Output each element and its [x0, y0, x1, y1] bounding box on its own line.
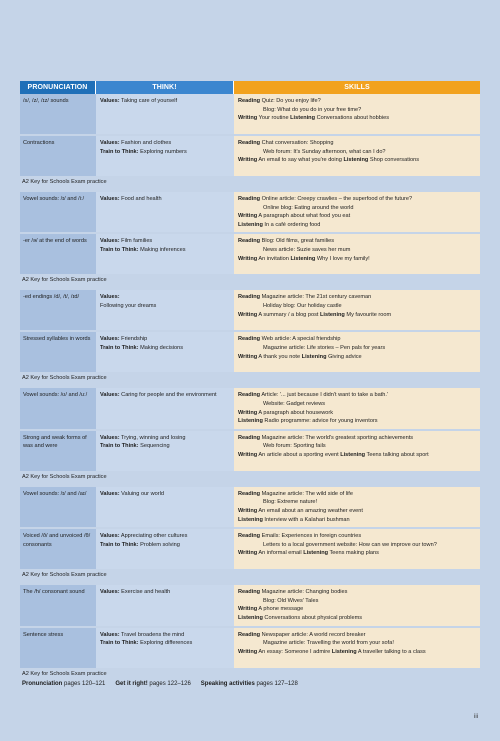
footer-item: [22, 681, 105, 687]
skills-cell: [234, 487, 480, 527]
entry-label: Writing: [238, 648, 258, 655]
skills-line: [238, 498, 476, 507]
skills-line: [238, 246, 476, 255]
entry-text: Why I love my family!: [315, 255, 370, 262]
entry-text: Taking care of yourself: [119, 98, 178, 104]
skills-line: [238, 311, 476, 320]
table-row: [20, 487, 480, 527]
entry-label: Reading: [238, 589, 261, 596]
entry-label: Reading: [238, 631, 261, 638]
think-line: [100, 97, 230, 106]
entry-text: Exercise and health: [119, 589, 171, 596]
entry-text: Emails: Experiences in foreign countries: [260, 533, 362, 540]
table-row: [20, 94, 480, 134]
entry-label: Listening: [238, 614, 263, 621]
skills-line: [238, 139, 476, 148]
entry-label: Listening: [340, 451, 366, 458]
entry-text: Holiday blog: Our holiday castle: [263, 302, 342, 309]
think-line: [100, 302, 230, 311]
entry-label: Listening: [290, 115, 316, 122]
skills-cell: [234, 585, 480, 625]
entry-text: Your routine: [257, 115, 291, 122]
exam-practice-label: A2 Key for Schools Exam practice: [22, 670, 107, 677]
skills-cell: [234, 431, 480, 471]
think-line: [100, 532, 230, 541]
pronunciation-cell: Contractions: [20, 136, 96, 176]
think-cell: [96, 290, 234, 330]
entry-text: A summary / a blog post: [257, 311, 320, 318]
entry-text: Friendship: [119, 336, 148, 343]
units-container: [20, 94, 480, 680]
header-skills: SKILLS: [234, 81, 480, 94]
entry-text: Quiz: Do you enjoy life?: [260, 98, 321, 104]
skills-cell: [234, 192, 480, 232]
skills-line: [238, 391, 476, 400]
skills-line: [238, 442, 476, 451]
exam-practice-label: A2 Key for Schools Exam practice: [22, 375, 107, 382]
pronunciation-cell: Vowel sounds: /ʊ/ and /uː/: [20, 388, 96, 428]
entry-label: Writing: [238, 507, 258, 514]
entry-label: Train to Think:: [100, 443, 139, 450]
skills-line: [238, 237, 476, 246]
table-row: [20, 626, 480, 668]
entry-text: An invitation: [257, 255, 291, 262]
entry-label: Reading: [238, 196, 261, 202]
entry-label: Reading: [238, 238, 261, 245]
entry-text: Food and health: [119, 196, 162, 202]
skills-line: [238, 532, 476, 541]
pronunciation-cell: The /h/ consonant sound: [20, 585, 96, 625]
skills-cell: [234, 94, 480, 134]
entry-text: Appreciating other cultures: [119, 533, 188, 540]
entry-label: Train to Think:: [100, 541, 139, 548]
entry-label: Get it right!: [115, 680, 148, 687]
entry-label: Train to Think:: [100, 640, 139, 647]
table-row: [20, 429, 480, 471]
entry-text: Magazine article: The wild side of life: [260, 490, 353, 497]
entry-label: Reading: [238, 392, 261, 399]
entry-text: Following your dreams: [100, 302, 157, 309]
entry-text: Exploring differences: [138, 640, 193, 647]
skills-line: [238, 114, 476, 123]
entry-text: A traveller talking to a class: [356, 648, 426, 655]
entry-label: Train to Think:: [100, 148, 139, 155]
entry-label: Train to Think:: [100, 344, 139, 351]
skills-line: [238, 516, 476, 525]
table-header: [20, 81, 480, 94]
think-line: [100, 541, 230, 550]
think-cell: [96, 431, 234, 471]
skills-cell: [234, 388, 480, 428]
entry-label: Listening: [238, 418, 263, 425]
entry-text: Blog: Old films, great families: [260, 238, 335, 245]
skills-line: [238, 605, 476, 614]
skills-line: [238, 490, 476, 499]
entry-text: A phone message: [257, 606, 304, 613]
skills-line: [238, 353, 476, 362]
exam-practice-label: A2 Key for Schools Exam practice: [22, 277, 107, 284]
entry-text: Sequencing: [138, 443, 170, 450]
entry-label: Writing: [238, 550, 258, 557]
pronunciation-cell: -ed endings /d/, /t/, /ɪd/: [20, 290, 96, 330]
skills-line: [238, 597, 476, 606]
entry-text: Article: '... just because I didn't want to take a bath.': [260, 392, 388, 399]
footer-item: [115, 681, 190, 687]
entry-text: A paragraph about what food you eat: [257, 213, 351, 220]
exam-practice-label: A2 Key for Schools Exam practice: [22, 473, 107, 480]
entry-label: Reading: [238, 294, 261, 301]
entry-text: Web article: A special friendship: [260, 336, 341, 343]
entry-label: Writing: [238, 311, 258, 318]
entry-text: Shop conversations: [368, 157, 420, 164]
think-line: [100, 639, 230, 648]
entry-text: Blog: Extreme nature!: [263, 499, 318, 506]
skills-cell: [234, 234, 480, 274]
entry-text: Film families: [119, 238, 153, 245]
table-row: [20, 290, 480, 330]
entry-label: Values:: [100, 196, 120, 202]
entry-text: pages 127–128: [254, 680, 298, 687]
entry-label: Writing: [238, 213, 258, 220]
think-cell: [96, 628, 234, 668]
skills-line: [238, 221, 476, 230]
think-cell: [96, 192, 234, 232]
entry-text: Problem solving: [138, 541, 180, 548]
skills-line: [238, 549, 476, 558]
exam-practice-label: A2 Key for Schools Exam practice: [22, 572, 107, 579]
skills-line: [238, 335, 476, 344]
entry-label: Values:: [100, 533, 120, 540]
entry-text: An essay: Someone I admire: [257, 648, 332, 655]
entry-text: An email about an amazing weather event: [257, 507, 363, 514]
skills-line: [238, 400, 476, 409]
entry-text: Giving advice: [326, 353, 362, 360]
think-cell: [96, 234, 234, 274]
entry-label: Listening: [319, 311, 345, 318]
entry-text: In a café ordering food: [262, 221, 321, 228]
entry-label: Values:: [100, 336, 120, 343]
entry-text: News article: Suzie saves her mum: [263, 246, 351, 253]
skills-line: [238, 648, 476, 657]
skills-line: [238, 106, 476, 115]
table-row: [20, 585, 480, 625]
skills-line: [238, 255, 476, 264]
skills-cell: [234, 290, 480, 330]
skills-cell: [234, 529, 480, 569]
skills-line: [238, 639, 476, 648]
entry-text: Magazine article: The 21st century caveman: [260, 294, 372, 301]
think-line: [100, 246, 230, 255]
entry-text: Website: Gadget reviews: [263, 400, 326, 407]
skills-cell: [234, 136, 480, 176]
think-line: [100, 195, 230, 204]
entry-label: Listening: [343, 157, 369, 164]
entry-label: Reading: [238, 434, 261, 441]
entry-text: Online blog: Eating around the world: [263, 204, 354, 211]
entry-text: Conversations about physical problems: [262, 614, 363, 621]
think-line: [100, 442, 230, 451]
think-line: [100, 344, 230, 353]
entry-label: Values:: [100, 589, 120, 596]
think-line: [100, 139, 230, 148]
entry-label: Listening: [301, 353, 327, 360]
think-line: [100, 335, 230, 344]
entry-label: Writing: [238, 353, 258, 360]
contents-table: [20, 81, 480, 687]
entry-text: Magazine article: Travelling the world from your sofa!: [263, 640, 394, 647]
entry-label: Values:: [100, 631, 120, 638]
skills-line: [238, 344, 476, 353]
entry-label: Writing: [238, 115, 258, 122]
entry-label: Values:: [100, 238, 120, 245]
entry-label: Writing: [238, 451, 258, 458]
skills-line: [238, 302, 476, 311]
table-row: [20, 330, 480, 372]
entry-text: Fashion and clothes: [119, 140, 172, 146]
skills-line: [238, 507, 476, 516]
entry-label: Listening: [238, 221, 263, 228]
unit-block: [20, 290, 480, 384]
pronunciation-cell: Vowel sounds: /ɪ/ and /iː/: [20, 192, 96, 232]
entry-label: Values:: [100, 392, 120, 399]
unit-block: [20, 585, 480, 679]
unit-block: [20, 388, 480, 482]
footer-item: [201, 681, 298, 687]
skills-line: [238, 434, 476, 443]
entry-text: Magazine article: Life stories – Pen pals for years: [263, 344, 386, 351]
think-cell: [96, 136, 234, 176]
pronunciation-cell: Stressed syllables in words: [20, 332, 96, 372]
footer-links: [20, 681, 480, 687]
entry-label: Writing: [238, 606, 258, 613]
entry-text: Valuing our world: [119, 490, 164, 497]
entry-label: Values:: [100, 490, 120, 497]
pronunciation-cell: Voiced /ð/ and unvoiced /θ/ consonants: [20, 529, 96, 569]
skills-line: [238, 293, 476, 302]
pronunciation-cell: /s/, /z/, /ɪz/ sounds: [20, 94, 96, 134]
entry-label: Listening: [290, 255, 316, 262]
entry-text: Blog: What do you do in your free time?: [263, 106, 362, 113]
entry-label: Listening: [238, 516, 263, 523]
entry-label: Writing: [238, 409, 258, 416]
table-row: [20, 388, 480, 428]
header-think: THINK!: [96, 81, 234, 94]
entry-text: Making decisions: [138, 344, 184, 351]
unit-block: [20, 94, 480, 188]
entry-label: Values:: [100, 434, 120, 441]
entry-text: Blog: Old Wives' Tales: [263, 597, 319, 604]
entry-text: Web forum: It's Sunday afternoon, what can I do?: [263, 148, 386, 155]
think-line: [100, 148, 230, 157]
entry-text: Making inferences: [138, 246, 186, 253]
think-line: [100, 434, 230, 443]
entry-text: Conversations about hobbies: [315, 115, 390, 122]
think-line: [100, 588, 230, 597]
table-row: [20, 527, 480, 569]
entry-text: Caring for people and the environment: [119, 392, 217, 399]
skills-line: [238, 212, 476, 221]
entry-text: Interview with a Kalahari bushman: [262, 516, 350, 523]
skills-line: [238, 195, 476, 204]
entry-label: Writing: [238, 157, 258, 164]
entry-text: An informal email: [257, 550, 304, 557]
entry-label: Reading: [238, 336, 261, 343]
skills-cell: [234, 628, 480, 668]
entry-text: Chat conversation: Shopping: [260, 140, 334, 146]
skills-line: [238, 451, 476, 460]
skills-line: [238, 417, 476, 426]
entry-text: Magazine article: The world's greatest sporting achievements: [260, 434, 414, 441]
entry-text: My favourite room: [344, 311, 392, 318]
skills-cell: [234, 332, 480, 372]
think-cell: [96, 332, 234, 372]
entry-text: An email to say what you're doing: [257, 157, 344, 164]
entry-label: Speaking activities: [200, 680, 255, 687]
entry-label: Reading: [238, 140, 261, 146]
exam-practice-label: A2 Key for Schools Exam practice: [22, 179, 107, 185]
think-line: [100, 391, 230, 400]
think-cell: [96, 388, 234, 428]
entry-text: Radio programme: advice for young inventors: [262, 418, 378, 425]
skills-line: [238, 631, 476, 640]
table-row: [20, 192, 480, 232]
entry-text: A thank you note: [257, 353, 302, 360]
pronunciation-cell: -er /ə/ at the end of words: [20, 234, 96, 274]
unit-block: [20, 487, 480, 581]
entry-text: Teens making plans: [328, 550, 379, 557]
entry-label: Values:: [100, 98, 120, 104]
entry-text: Magazine article: Changing bodies: [260, 589, 348, 596]
entry-text: Letters to a local government website: How can we improve our town?: [263, 541, 437, 548]
skills-line: [238, 97, 476, 106]
entry-label: Reading: [238, 490, 261, 497]
entry-label: Values:: [100, 140, 120, 146]
entry-text: Travel broadens the mind: [119, 631, 185, 638]
entry-label: Reading: [238, 533, 261, 540]
think-cell: [96, 94, 234, 134]
think-cell: [96, 529, 234, 569]
think-line: [100, 237, 230, 246]
entry-text: pages 120–121: [62, 680, 106, 687]
entry-text: Newspaper article: A world record breaker: [260, 631, 366, 638]
think-cell: [96, 487, 234, 527]
entry-label: Writing: [238, 255, 258, 262]
think-cell: [96, 585, 234, 625]
entry-label: Reading: [238, 98, 261, 104]
skills-line: [238, 148, 476, 157]
entry-label: Pronunciation: [22, 680, 63, 687]
entry-text: Web forum: Sporting fails: [263, 443, 326, 450]
entry-text: pages 122–126: [147, 680, 191, 687]
entry-text: A paragraph about housework: [257, 409, 334, 416]
entry-text: Exploring numbers: [138, 148, 187, 155]
skills-line: [238, 156, 476, 165]
table-row: [20, 232, 480, 274]
skills-line: [238, 614, 476, 623]
entry-label: Train to Think:: [100, 246, 139, 253]
skills-line: [238, 588, 476, 597]
skills-line: [238, 541, 476, 550]
entry-text: Teens talking about sport: [365, 451, 429, 458]
entry-label: Listening: [303, 550, 329, 557]
table-row: [20, 134, 480, 176]
header-pronunciation: PRONUNCIATION: [20, 81, 96, 94]
skills-line: [238, 409, 476, 418]
pronunciation-cell: Vowel sounds: /ɪ/ and /aɪ/: [20, 487, 96, 527]
entry-text: Online article: Creepy crawlies – the superfood of the future?: [260, 196, 413, 202]
unit-block: [20, 192, 480, 286]
think-line: [100, 490, 230, 499]
think-line: [100, 631, 230, 640]
page-number: iii: [474, 714, 478, 720]
think-line: [100, 293, 230, 302]
pronunciation-cell: Sentence stress: [20, 628, 96, 668]
entry-label: Listening: [331, 648, 357, 655]
entry-label: Values:: [100, 294, 120, 301]
entry-text: An article about a sporting event: [257, 451, 341, 458]
skills-line: [238, 204, 476, 213]
pronunciation-cell: Strong and weak forms of was and were: [20, 431, 96, 471]
entry-text: Trying, winning and losing: [119, 434, 186, 441]
